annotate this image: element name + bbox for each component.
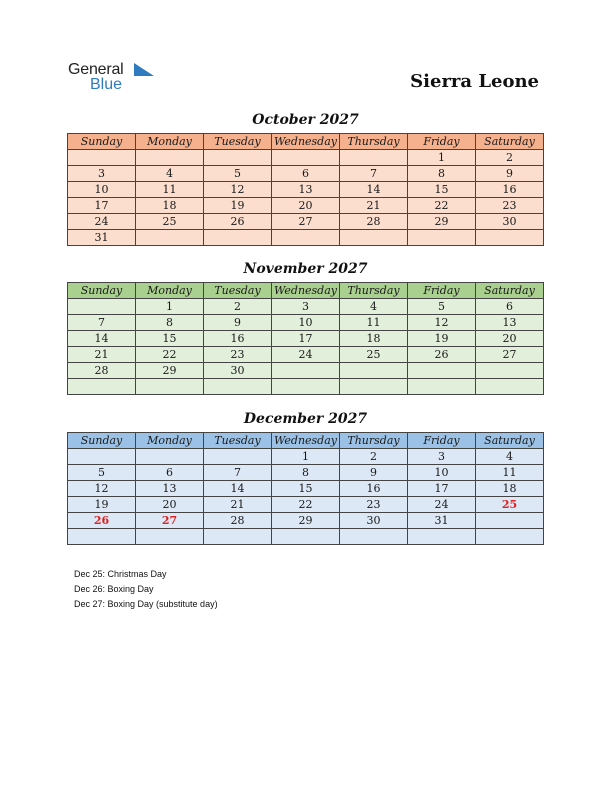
day-cell: 25 xyxy=(136,214,204,230)
day-cell: 25 xyxy=(476,497,544,513)
day-cell: 28 xyxy=(204,513,272,529)
day-cell: 12 xyxy=(204,182,272,198)
weekday-header: Friday xyxy=(408,283,476,299)
month-title-november: November 2027 xyxy=(243,261,368,277)
day-cell xyxy=(272,379,340,395)
day-cell: 23 xyxy=(204,347,272,363)
day-cell: 19 xyxy=(68,497,136,513)
day-cell: 18 xyxy=(340,331,408,347)
day-cell xyxy=(68,299,136,315)
week-row xyxy=(68,182,544,198)
day-cell: 1 xyxy=(408,150,476,166)
day-cell: 30 xyxy=(204,363,272,379)
day-cell: 6 xyxy=(476,299,544,315)
weekday-header: Thursday xyxy=(340,433,408,449)
day-cell xyxy=(476,363,544,379)
day-cell xyxy=(476,230,544,246)
day-cell xyxy=(408,230,476,246)
day-cell: 28 xyxy=(68,363,136,379)
day-cell: 7 xyxy=(68,315,136,331)
day-cell: 1 xyxy=(136,299,204,315)
day-cell: 24 xyxy=(408,497,476,513)
day-cell xyxy=(68,150,136,166)
weekday-header-row xyxy=(68,433,544,449)
day-cell: 14 xyxy=(204,481,272,497)
day-cell: 29 xyxy=(136,363,204,379)
week-row xyxy=(68,513,544,529)
day-cell: 27 xyxy=(476,347,544,363)
weekday-header: Wednesday xyxy=(272,134,340,150)
day-cell: 13 xyxy=(476,315,544,331)
day-cell xyxy=(272,529,340,545)
day-cell: 2 xyxy=(340,449,408,465)
day-cell: 7 xyxy=(204,465,272,481)
day-cell xyxy=(204,230,272,246)
day-cell: 12 xyxy=(68,481,136,497)
weekday-header: Wednesday xyxy=(272,283,340,299)
week-row xyxy=(68,331,544,347)
week-row xyxy=(68,465,544,481)
day-cell xyxy=(340,379,408,395)
day-cell: 19 xyxy=(408,331,476,347)
weekday-header: Thursday xyxy=(340,283,408,299)
day-cell: 3 xyxy=(408,449,476,465)
day-cell xyxy=(340,529,408,545)
day-cell: 8 xyxy=(136,315,204,331)
weekday-header: Tuesday xyxy=(204,433,272,449)
day-cell: 21 xyxy=(68,347,136,363)
day-cell: 21 xyxy=(340,198,408,214)
day-cell: 20 xyxy=(136,497,204,513)
day-cell xyxy=(408,529,476,545)
holiday-note: Dec 27: Boxing Day (substitute day) xyxy=(74,599,218,609)
calendar-october xyxy=(67,133,544,246)
day-cell: 18 xyxy=(136,198,204,214)
day-cell xyxy=(68,379,136,395)
week-row xyxy=(68,230,544,246)
weekday-header: Sunday xyxy=(68,134,136,150)
day-cell: 3 xyxy=(68,166,136,182)
day-cell: 11 xyxy=(136,182,204,198)
day-cell xyxy=(340,363,408,379)
day-cell: 10 xyxy=(408,465,476,481)
weekday-header: Sunday xyxy=(68,283,136,299)
day-cell: 22 xyxy=(408,198,476,214)
day-cell: 15 xyxy=(272,481,340,497)
day-cell: 8 xyxy=(408,166,476,182)
day-cell: 13 xyxy=(136,481,204,497)
day-cell: 13 xyxy=(272,182,340,198)
week-row xyxy=(68,315,544,331)
week-row xyxy=(68,497,544,513)
day-cell xyxy=(136,379,204,395)
week-row xyxy=(68,379,544,395)
day-cell xyxy=(136,529,204,545)
weekday-header: Monday xyxy=(136,134,204,150)
day-cell: 31 xyxy=(68,230,136,246)
day-cell: 20 xyxy=(272,198,340,214)
day-cell: 23 xyxy=(340,497,408,513)
week-row xyxy=(68,347,544,363)
weekday-header: Saturday xyxy=(476,134,544,150)
day-cell: 30 xyxy=(476,214,544,230)
day-cell: 4 xyxy=(136,166,204,182)
day-cell: 7 xyxy=(340,166,408,182)
day-cell: 20 xyxy=(476,331,544,347)
month-title-december: December 2027 xyxy=(243,411,368,427)
week-row xyxy=(68,481,544,497)
day-cell xyxy=(408,379,476,395)
logo-text-general: General xyxy=(68,61,124,78)
day-cell: 29 xyxy=(408,214,476,230)
day-cell: 27 xyxy=(272,214,340,230)
weekday-header: Tuesday xyxy=(204,134,272,150)
day-cell: 18 xyxy=(476,481,544,497)
weekday-header-row xyxy=(68,134,544,150)
calendar-december xyxy=(67,432,544,545)
day-cell: 6 xyxy=(136,465,204,481)
day-cell: 26 xyxy=(408,347,476,363)
week-row xyxy=(68,214,544,230)
day-cell: 5 xyxy=(68,465,136,481)
day-cell: 24 xyxy=(272,347,340,363)
month-title-october: October 2027 xyxy=(252,112,359,128)
day-cell: 19 xyxy=(204,198,272,214)
day-cell: 17 xyxy=(272,331,340,347)
week-row xyxy=(68,198,544,214)
weekday-header: Friday xyxy=(408,433,476,449)
weekday-header: Tuesday xyxy=(204,283,272,299)
holiday-notes xyxy=(74,567,218,612)
day-cell: 2 xyxy=(204,299,272,315)
day-cell xyxy=(136,230,204,246)
day-cell xyxy=(476,379,544,395)
day-cell: 8 xyxy=(272,465,340,481)
weekday-header: Monday xyxy=(136,283,204,299)
day-cell: 15 xyxy=(136,331,204,347)
day-cell: 5 xyxy=(204,166,272,182)
week-row xyxy=(68,449,544,465)
day-cell xyxy=(476,529,544,545)
day-cell: 16 xyxy=(204,331,272,347)
day-cell: 27 xyxy=(136,513,204,529)
weekday-header: Friday xyxy=(408,134,476,150)
week-row xyxy=(68,150,544,166)
day-cell xyxy=(68,449,136,465)
weekday-header: Wednesday xyxy=(272,433,340,449)
day-cell xyxy=(136,449,204,465)
day-cell: 10 xyxy=(272,315,340,331)
day-cell: 11 xyxy=(476,465,544,481)
day-cell: 11 xyxy=(340,315,408,331)
day-cell: 2 xyxy=(476,150,544,166)
day-cell: 3 xyxy=(272,299,340,315)
weekday-header: Saturday xyxy=(476,433,544,449)
day-cell xyxy=(272,150,340,166)
day-cell xyxy=(204,150,272,166)
day-cell: 25 xyxy=(340,347,408,363)
day-cell: 14 xyxy=(340,182,408,198)
day-cell xyxy=(272,363,340,379)
day-cell: 9 xyxy=(476,166,544,182)
day-cell xyxy=(68,529,136,545)
day-cell: 23 xyxy=(476,198,544,214)
day-cell: 4 xyxy=(476,449,544,465)
day-cell xyxy=(204,449,272,465)
day-cell: 24 xyxy=(68,214,136,230)
day-cell: 17 xyxy=(408,481,476,497)
logo-text-blue: Blue xyxy=(90,76,123,93)
day-cell: 30 xyxy=(340,513,408,529)
logo xyxy=(68,61,168,97)
day-cell: 22 xyxy=(272,497,340,513)
day-cell xyxy=(408,363,476,379)
day-cell: 26 xyxy=(68,513,136,529)
day-cell: 9 xyxy=(204,315,272,331)
day-cell: 4 xyxy=(340,299,408,315)
day-cell xyxy=(136,150,204,166)
weekday-header: Monday xyxy=(136,433,204,449)
logo-flag-icon xyxy=(134,63,154,78)
day-cell: 14 xyxy=(68,331,136,347)
week-row xyxy=(68,299,544,315)
day-cell: 16 xyxy=(340,481,408,497)
day-cell: 15 xyxy=(408,182,476,198)
day-cell: 26 xyxy=(204,214,272,230)
day-cell xyxy=(340,230,408,246)
day-cell xyxy=(204,529,272,545)
day-cell: 12 xyxy=(408,315,476,331)
day-cell xyxy=(272,230,340,246)
day-cell: 28 xyxy=(340,214,408,230)
holiday-note: Dec 25: Christmas Day xyxy=(74,569,167,579)
weekday-header: Thursday xyxy=(340,134,408,150)
weekday-header-row xyxy=(68,283,544,299)
weekday-header: Sunday xyxy=(68,433,136,449)
calendar-november xyxy=(67,282,544,395)
week-row xyxy=(68,363,544,379)
week-row xyxy=(68,166,544,182)
day-cell: 1 xyxy=(272,449,340,465)
day-cell xyxy=(476,513,544,529)
day-cell: 21 xyxy=(204,497,272,513)
weekday-header: Saturday xyxy=(476,283,544,299)
day-cell: 9 xyxy=(340,465,408,481)
day-cell: 5 xyxy=(408,299,476,315)
holiday-note: Dec 26: Boxing Day xyxy=(74,584,154,594)
day-cell: 16 xyxy=(476,182,544,198)
day-cell: 22 xyxy=(136,347,204,363)
week-row xyxy=(68,529,544,545)
day-cell: 17 xyxy=(68,198,136,214)
day-cell: 6 xyxy=(272,166,340,182)
day-cell: 29 xyxy=(272,513,340,529)
country-title: Sierra Leone xyxy=(410,71,539,92)
day-cell xyxy=(340,150,408,166)
day-cell: 10 xyxy=(68,182,136,198)
day-cell: 31 xyxy=(408,513,476,529)
day-cell xyxy=(204,379,272,395)
